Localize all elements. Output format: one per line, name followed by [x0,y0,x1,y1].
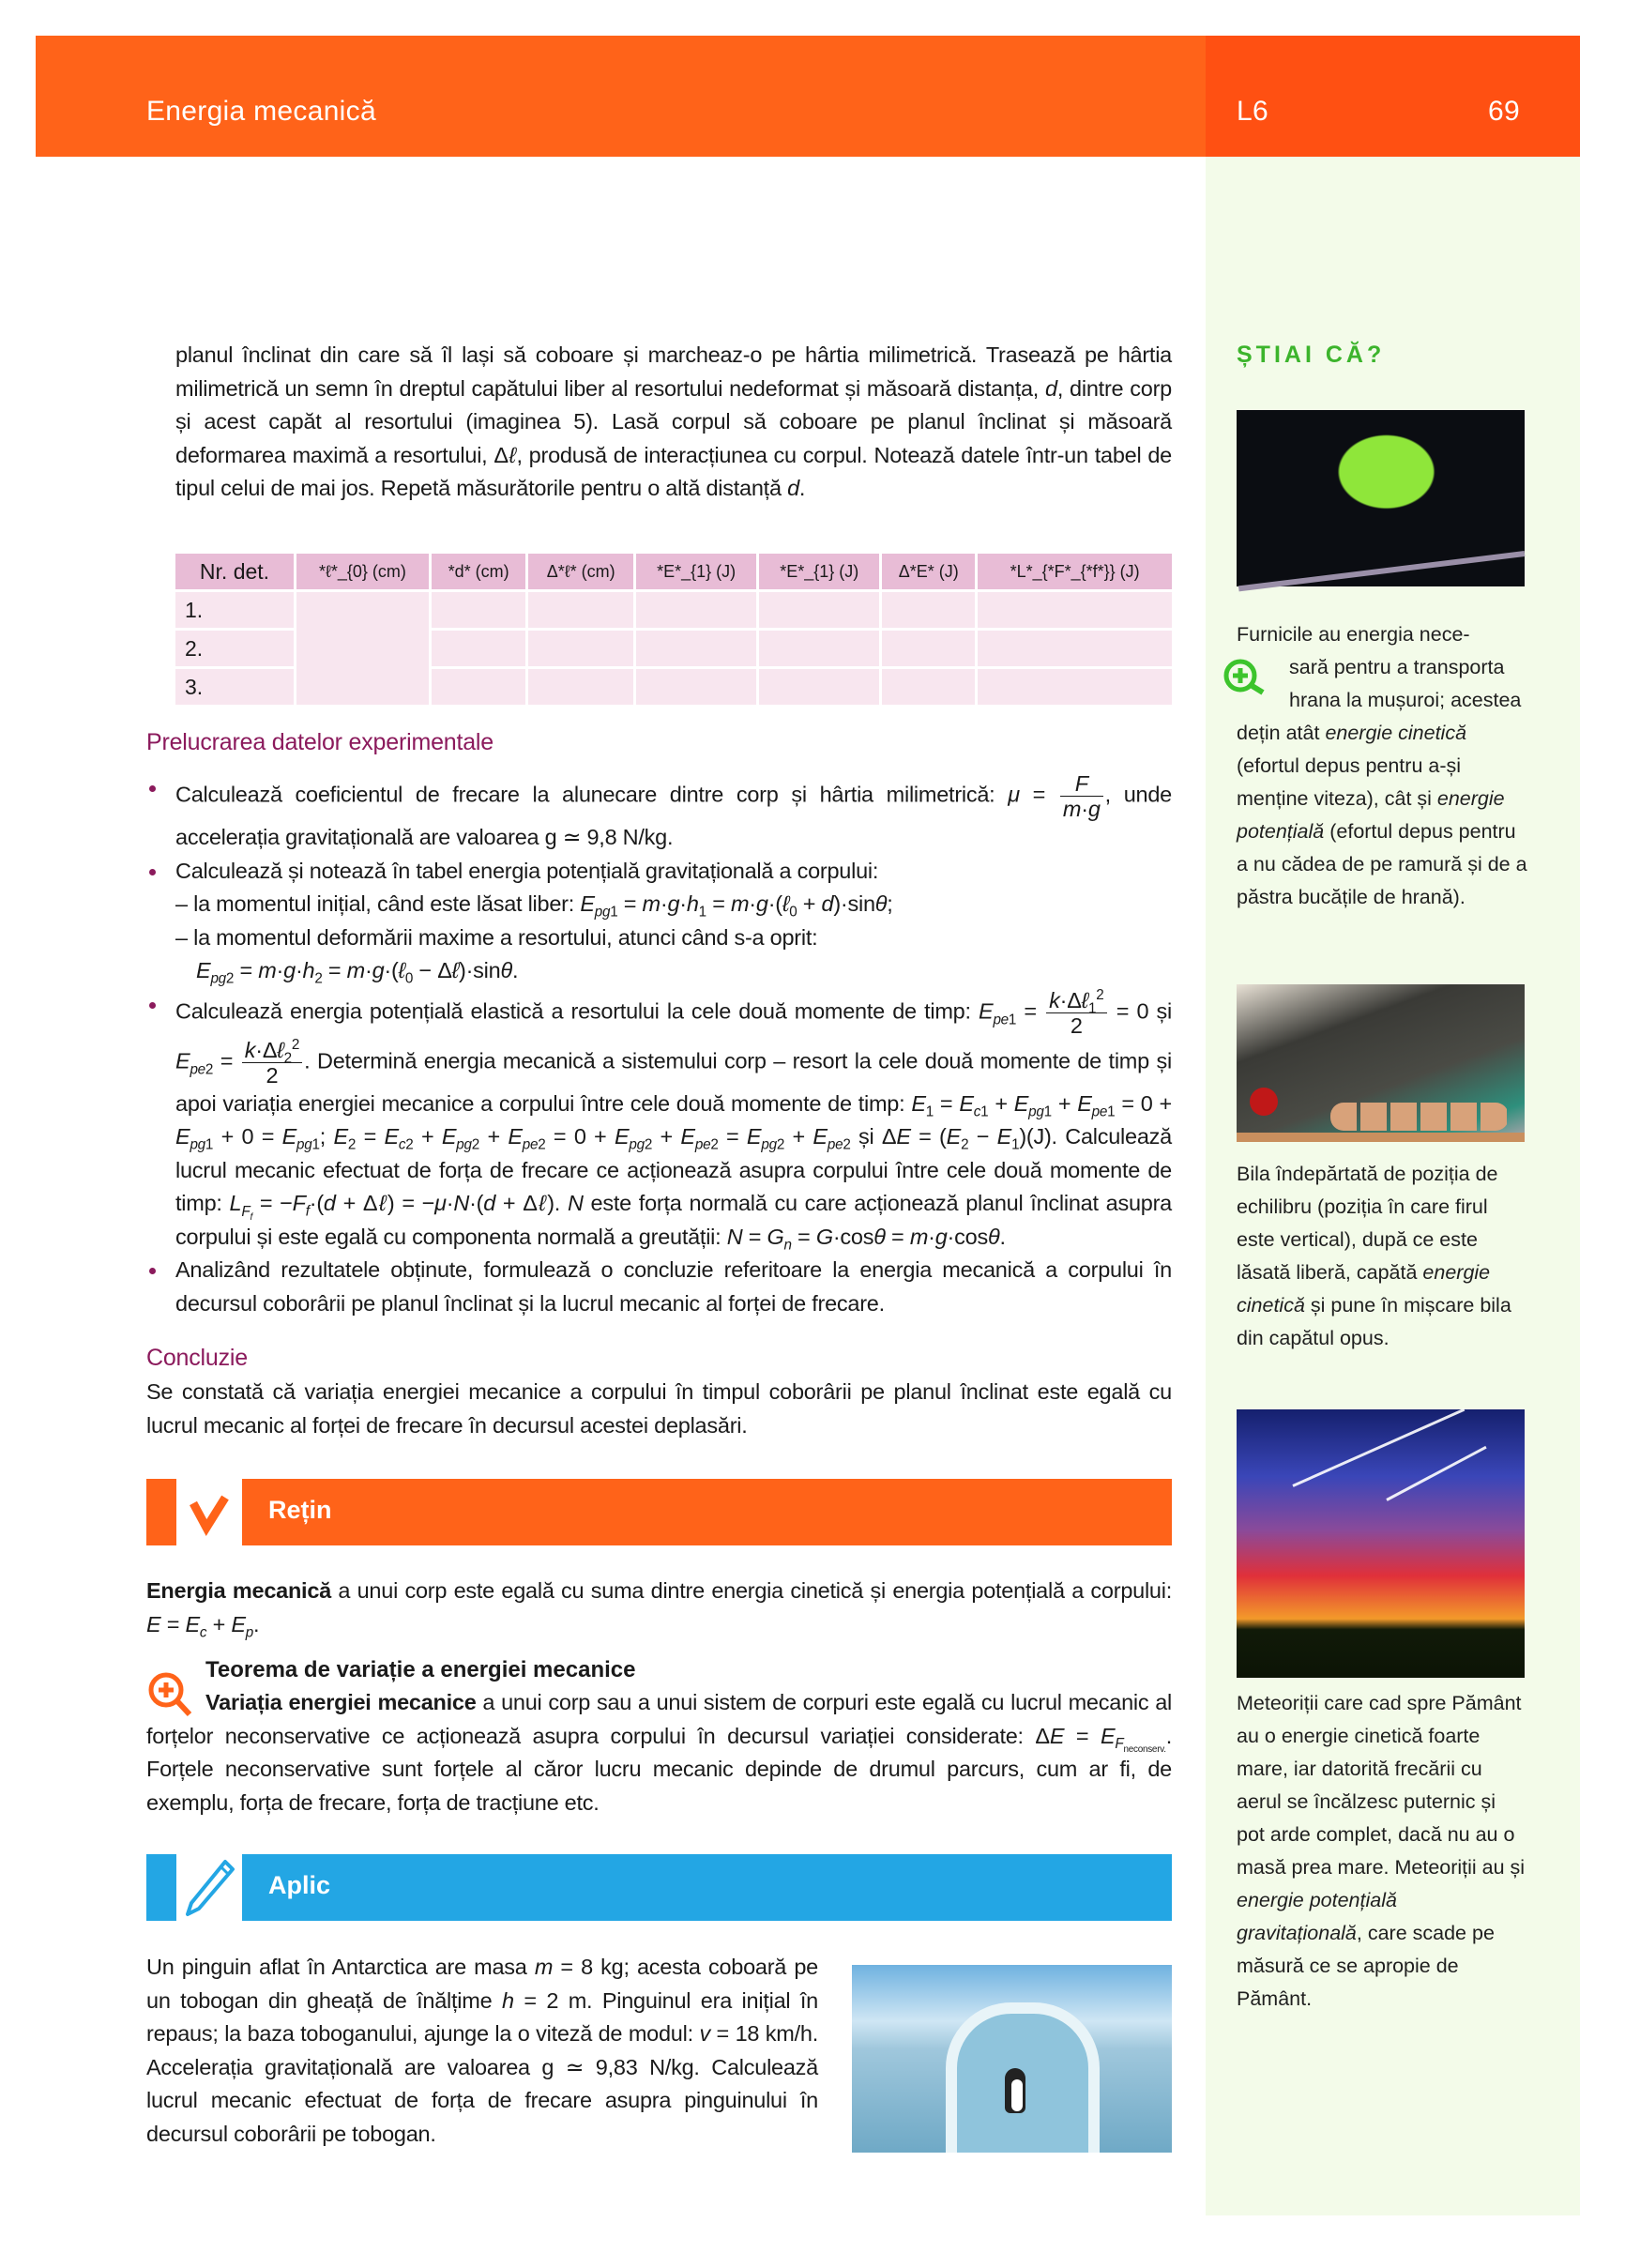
list-subitem: – la momentul inițial, când este lăsat liber: $E_{pg1} = m\cdot g\cdot h_1$ = m·g·(ℓ$_0$ + d)·sinθ; [175,891,893,921]
table-header-row [175,554,1172,589]
table-cell [978,669,1172,705]
column-header: Nr. det. [175,554,294,589]
penguin-slide-image [852,1965,1172,2153]
aplic-problem: Un pinguin aflat în Antarctica are masa m = 8 kg; acesta coboară pe un tobogan din gheață de înălțime h = 2 m. Pinguinul era inițial în repaus; la baza toboganului, ajunge la o viteză de modul: v = 18 km/h. Accelerația gravitațională are valoarea g ≃ 9,83 N/kg. Calculează lucrul mecanic efectuat de forța de frecare asupra pinguinului în decursul coborârii pe tobogan. [146,1955,819,2146]
table-cell [882,592,975,628]
list-item [175,855,1172,988]
table-cell [432,592,525,628]
column-header: Δ*E* (J) [882,554,975,589]
table-cell [759,631,879,666]
processing-steps [175,771,1172,1320]
list-subitem: – la momentul deformării maxime a resortului, atunci când s-a oprit: [175,924,818,950]
column-header: Δ*ℓ* (cm) [528,554,633,589]
row-number: 3. [175,669,294,705]
list-item-intro: Calculează și notează în tabel energia potențială gravitațională a corpului: [175,858,879,883]
bullet-list [175,771,1172,1320]
row-number: 2. [175,631,294,666]
theorem-title: Teorema de variație a energiei mecanice [205,1657,636,1682]
newtons-cradle-image [1237,984,1525,1142]
table-cell [528,592,633,628]
table-cell [432,669,525,705]
table-cell [636,592,756,628]
column-header: *ℓ*_{0} (cm) [296,554,429,589]
table-cell [759,592,879,628]
table-cell [636,669,756,705]
newtons-cradle-caption: Bila îndepărtată de poziția de echilibru (poziția în care firul este vertical), după ce este lăsată liberă, capătă energie cinetică și pune în mișcare bila din capătul opus. [1237,1163,1511,1349]
page-header [36,36,1580,157]
table-row [175,592,1172,628]
aplic-banner [146,1854,1172,1921]
table-cell [978,592,1172,628]
pencil-icon [176,1854,242,1921]
page-number: 69 [1488,96,1520,127]
ant-caption-first-line: Furnicile au energia nece- [1237,623,1470,646]
column-header: *L*_{*F*_{*f*}} (J) [978,554,1172,589]
chapter-title: Energia mecanică [146,96,376,127]
table-cell [296,592,429,705]
meteorites-image [1237,1409,1525,1678]
table-cell [882,669,975,705]
ant-caption-rest: sară pentru a transporta hrana la mușuroi; acestea dețin atât energie cinetică (efortul depus pentru a-și menține viteza), cât și energie potențială (efortul depus pentru a nu cădea de pe ramură și de a păstra bucățile de hrană). [1237,656,1527,908]
measurements-table [173,551,1175,708]
zoom-in-icon [1222,657,1259,704]
retin-label: Rețin [268,1496,332,1524]
column-header: *E*_{1} (J) [636,554,756,589]
meteorites-caption: Meteoriții care cad spre Pământ au o energie cinetică foarte mare, iar datorită frecării cu aerul se încălzesc puternic și pot arde complet, dacă nu au o masă prea mare. Meteoriții au și energie potențială gravitațională, care scade pe măsură ce se apropie de Pământ. [1237,1692,1526,2010]
retin-banner [146,1479,1172,1545]
column-header: *E*_{1} (J) [759,554,879,589]
intro-paragraph: planul înclinat din care să îl lași să coboare și marcheaz-o pe hârtia milimetrică. Trasează pe hârtia milimetrică un semn în dreptul capătului liber al resortului nedeformat și măsoară distanța, d, dintre corp și acest capăt al resortului (imaginea 5). Lasă corpul să coboare pe planul înclinat și măsoară deformarea maximă a resortului, Δℓ, produsă de interacțiunea cu corpul. Notează datele într-un tabel de tipul celui de mai jos. Repetă măsurătorile pentru o altă distanță d. [175,342,1173,500]
aplic-label: Aplic [268,1871,331,1899]
table-cell [528,669,633,705]
mechanical-energy-definition: Energia mecanică a unui corp este egală cu suma dintre energia cinetică și energia potențială a corpului: $E = E_c + E_p$. [146,1578,1172,1641]
row-number: 1. [175,592,294,628]
section-heading-processing: Prelucrarea datelor experimentale [146,729,494,755]
list-item: Analizând rezultatele obținute, formulează o concluzie referitoare la energia mecanică a corpului în decursul coborârii pe planul înclinat și la lucrul mecanic al forței de frecare. [175,1254,1172,1320]
section-heading-conclusion: Concluzie [146,1345,248,1371]
table-cell [978,631,1172,666]
ant-caption [1237,618,1527,914]
checkmark-icon [176,1479,242,1545]
list-item: Calculează energia potențială elastică a resortului la cele două momente de timp: $E_{pe1}$ = $\frac{k\cdot\Delta\ell_1^2}{2}$ = 0 și $E_{pe2}$ = $\frac{k\cdot\Delta\ell_2^2}{2}$ . Determină energia mecanică a sistemului corp – resort la cele două momente de timp și apoi variația energiei mecanice a corpului între cele două momente de timp: $E_1 = E_{c1} + E_{pg1} + E_{pe1} = 0 + E_{pg1} + 0 = E_{pg1}$; $E_2 = E_{c2} + E_{pg2} + E_{pe2} = 0 + E_{pg2} + E_{pe2} = E_{pg2} + E_{pe2}$ și $\Delta E = (E_2 - E_1)(J)$. Calculează lucrul mecanic efectuat de forța de frecare ce acționează asupra corpului între cele două momente de timp: $L_{F_f} = -F_f\cdot(d$ + Δℓ) = −μ·N·(d + Δℓ). N este forța normală cu care acționează planul înclinat asupra corpului și este egală cu componenta normală a greutății: $N = G_n = G\cdot\cos\theta = m\cdot g\cdot\cos\theta$. [175,986,1172,1254]
table-cell [882,631,975,666]
formula-line: $E_{pg2} = m\cdot g\cdot h_2$ = m·g·(ℓ$_0$ − Δℓ)·sinθ. [196,958,519,987]
did-you-know-title: ȘTIAI CĂ? [1237,342,1386,368]
table-cell [636,631,756,666]
table-cell [759,669,879,705]
theorem-text: Variația energiei mecanice a unui corp sau a unui sistem de corpuri este egală cu lucrul mecanic al forțelor neconservative ce acționează asupra corpului în decursul variației considerate: $\Delta E = E_{F_{neconserv.}}$. Forțele neconservative sunt forțele al căror lucru mecanic depinde de drumul parcurs, cum ar fi, de exemplu, forța de frecare, forța de tracțiune etc. [146,1690,1172,1815]
lesson-label: L6 [1237,96,1268,127]
table-cell [528,631,633,666]
list-item: Calculează coeficientul de frecare la alunecare dintre corp și hârtia milimetrică: μ = $\frac{F}{m\cdot g}$ , unde accelerația gravitațională are valoarea g ≃ 9,8 N/kg. [175,771,1172,855]
ant-carrying-leaf-image [1237,410,1525,586]
column-header: *d* (cm) [432,554,525,589]
table-cell [432,631,525,666]
conclusion-text: Se constată că variația energiei mecanice a corpului în timpul coborârii pe planul înclinat este egală cu lucrul mecanic al forței de frecare în decursul acestei deplasări. [146,1379,1172,1438]
